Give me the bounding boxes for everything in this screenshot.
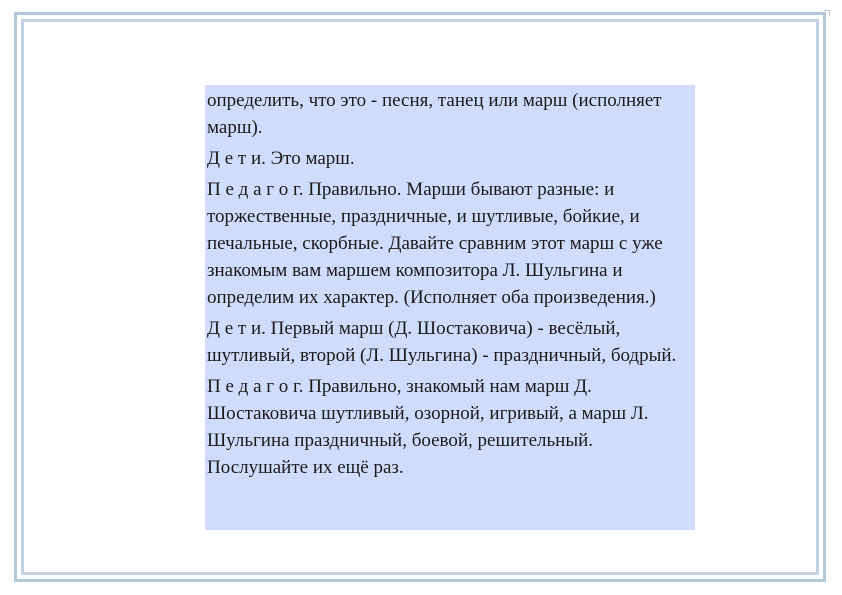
paragraph-teacher-1: П е д а г о г. Правильно. Марши бывают разные: и торжественные, праздничные, и шутливые, бойкие, и печальные, скорбные. Давайте сравним этот марш с уже знакомым вам маршем композитора Л. Шульгина и определим их характер. (Исполняет оба произведения.) [207, 179, 663, 308]
paragraph-intro: определить, что это - песня, танец или марш (исполняет марш). [207, 90, 662, 138]
dialogue-text-block [205, 85, 695, 530]
frame-corner-mark [824, 10, 830, 16]
paragraph-children-reply-2: Д е т и. Первый марш (Д. Шостаковича) - весёлый, шутливый, второй (Л. Шульгина) - праздничный, бодрый. [207, 318, 677, 366]
paragraph-teacher-2: П е д а г о г. Правильно, знакомый нам марш Д. Шостаковича шутливый, озорной, игривый, а марш Л. Шульгина праздничный, боевой, решительный. Послушайте их ещё раз. [207, 376, 649, 478]
paragraph-children-reply-1: Д е т и. Это марш. [207, 148, 355, 169]
